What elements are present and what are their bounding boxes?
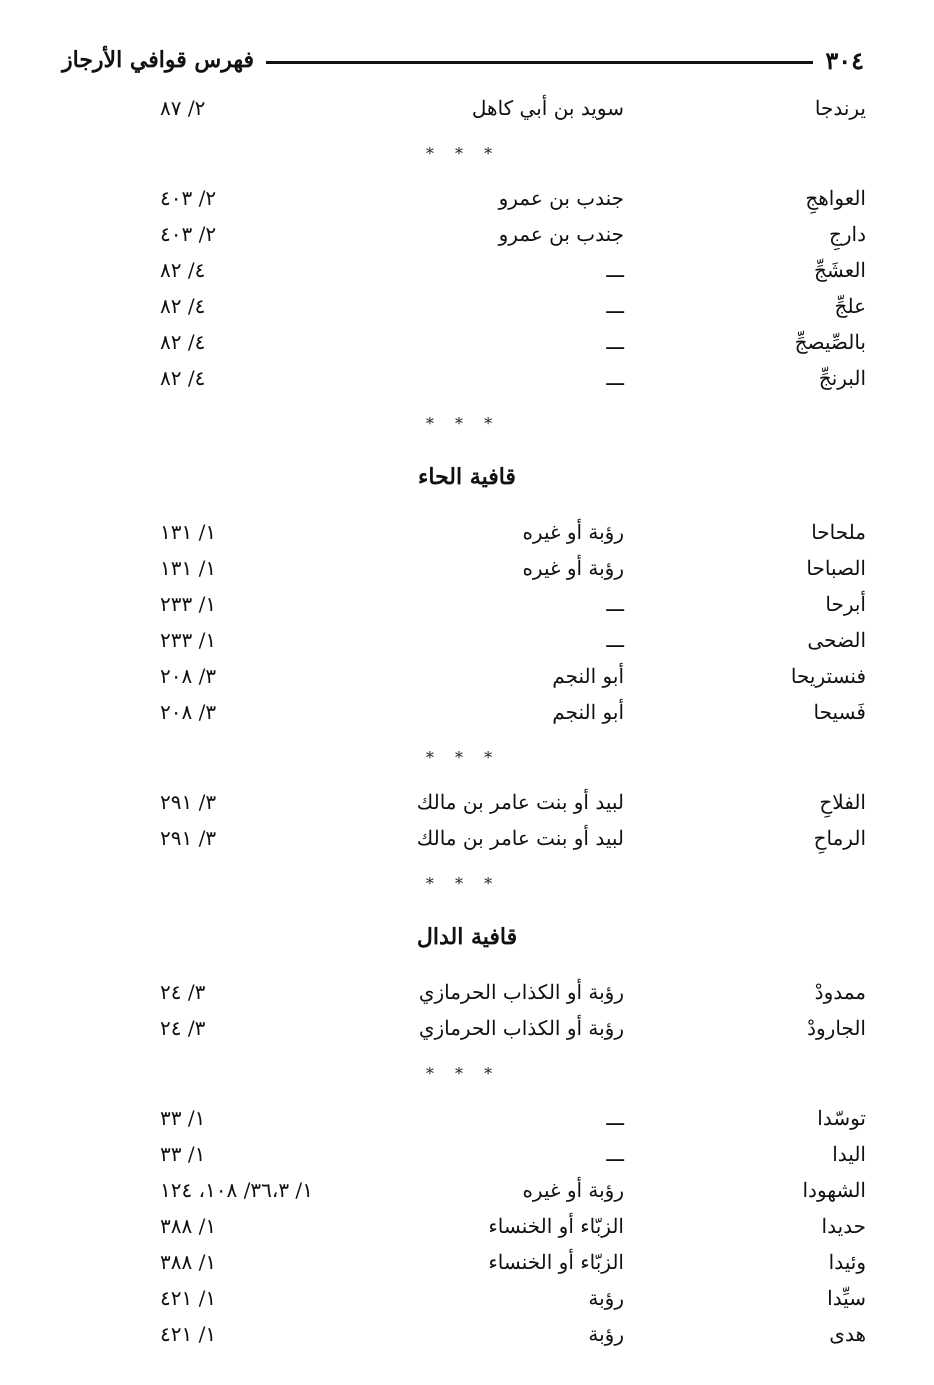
index-row: [0, 694, 934, 730]
separator-stars: * * *: [425, 143, 501, 163]
rhyme-word: فنستريحا: [790, 664, 866, 688]
rhyme-word: العشَجِّ: [813, 258, 866, 282]
rhyme-word: ملحاحا: [811, 520, 866, 544]
index-row: [0, 252, 934, 288]
volume-page-ref: ٤/ ٨٢: [160, 330, 206, 354]
volume-page-ref: ٣/ ٢٤: [160, 1016, 206, 1040]
volume-page-ref: ٤/ ٨٢: [160, 258, 206, 282]
index-row: [0, 1316, 934, 1352]
volume-page-ref: ٣/ ٢٤: [160, 980, 206, 1004]
poet-name: ـــ: [606, 330, 624, 354]
rhyme-word: حديدا: [821, 1214, 866, 1238]
volume-page-ref: ١/ ٢٣٣: [160, 628, 217, 652]
section-separator: [0, 730, 934, 784]
poet-name: أبو النجم: [552, 664, 624, 688]
volume-page-ref: ٤/ ٨٢: [160, 366, 206, 390]
section-separator: [0, 396, 934, 450]
separator-stars: * * *: [425, 873, 501, 893]
separator-stars: * * *: [425, 747, 501, 767]
poet-name: ـــ: [606, 1142, 624, 1166]
poet-name: رؤبة أو الكذاب الحرمازي: [418, 980, 624, 1004]
poet-name: رؤبة أو غيره: [522, 520, 624, 544]
section-heading-row: [0, 450, 934, 504]
volume-page-ref: ٣/ ٢٠٨: [160, 700, 217, 724]
rhyme-word: سيِّدا: [827, 1286, 866, 1310]
volume-page-ref: ٢/ ٨٧: [160, 96, 206, 120]
rhyme-word: اليدا: [832, 1142, 866, 1166]
index-row: [0, 324, 934, 360]
rhyme-word: الرماحِ: [813, 826, 866, 850]
poet-name: رؤبة أو غيره: [522, 556, 624, 580]
section-heading: قافية الحاء: [418, 464, 516, 490]
poet-name: لبيد أو بنت عامر بن مالك: [416, 826, 624, 850]
volume-page-ref: ١/ ١٣١: [160, 520, 217, 544]
poet-name: ـــ: [606, 366, 624, 390]
section-separator: [0, 1046, 934, 1100]
index-row: [0, 784, 934, 820]
rhyme-word: وئيدا: [828, 1250, 866, 1274]
index-row: [0, 658, 934, 694]
poet-name: ـــ: [606, 628, 624, 652]
poet-name: لبيد أو بنت عامر بن مالك: [416, 790, 624, 814]
rhyme-word: العواهجِ: [805, 186, 866, 210]
index-row: [0, 180, 934, 216]
poet-name: سويد بن أبي كاهل: [471, 96, 624, 120]
volume-page-ref: ٣/ ٢٩١: [160, 790, 217, 814]
volume-page-ref: ١/ ٣٦،٣/ ١٠٨، ١٢٤: [160, 1178, 313, 1202]
index-row: [0, 216, 934, 252]
poet-name: جندب بن عمرو: [498, 222, 624, 246]
volume-page-ref: ١/ ٤٢١: [160, 1322, 217, 1346]
volume-page-ref: ١/ ٤٢١: [160, 1286, 217, 1310]
volume-page-ref: ١/ ٣٣: [160, 1106, 206, 1130]
running-title: فهرس قوافي الأرجاز: [62, 47, 255, 73]
poet-name: ـــ: [606, 1106, 624, 1130]
rhyme-word: الجارودْ: [807, 1016, 866, 1040]
volume-page-ref: ١/ ٣٣: [160, 1142, 206, 1166]
volume-page-ref: ١/ ١٣١: [160, 556, 217, 580]
rhyme-word: أبرحا: [825, 592, 866, 616]
volume-page-ref: ٢/ ٤٠٣: [160, 186, 217, 210]
poet-name: أبو النجم: [552, 700, 624, 724]
rhyme-word: الفلاحِ: [819, 790, 866, 814]
index-row: [0, 1100, 934, 1136]
rhyme-word: بالصِّيصجِّ: [794, 330, 866, 354]
header-rule: [266, 61, 813, 64]
rhyme-word: دارجِ: [828, 222, 866, 246]
poet-name: رؤبة أو غيره: [522, 1178, 624, 1202]
index-row: [0, 1010, 934, 1046]
poet-name: ـــ: [606, 294, 624, 318]
poet-name: رؤبة أو الكذاب الحرمازي: [418, 1016, 624, 1040]
section-heading-row: [0, 910, 934, 964]
volume-page-ref: ٢/ ٤٠٣: [160, 222, 217, 246]
rhyme-word: علجِّ: [834, 294, 866, 318]
rhyme-word: الصباحا: [806, 556, 866, 580]
volume-page-ref: ٤/ ٨٢: [160, 294, 206, 318]
index-row: [0, 1280, 934, 1316]
poet-name: جندب بن عمرو: [498, 186, 624, 210]
poet-name: الزبّاء أو الخنساء: [488, 1214, 624, 1238]
poet-name: ـــ: [606, 592, 624, 616]
index-row: [0, 550, 934, 586]
rhyme-word: يرندجا: [814, 96, 866, 120]
index-body: [0, 90, 934, 1352]
volume-page-ref: ١/ ٢٣٣: [160, 592, 217, 616]
rhyme-word: هدى: [829, 1322, 866, 1346]
rhyme-word: البرنجِّ: [818, 366, 866, 390]
poet-name: الزبّاء أو الخنساء: [488, 1250, 624, 1274]
volume-page-ref: ٣/ ٢٠٨: [160, 664, 217, 688]
running-header: [62, 40, 864, 80]
poet-name: رؤبة: [588, 1286, 624, 1310]
rhyme-word: ممدودْ: [814, 980, 866, 1004]
index-row: [0, 288, 934, 324]
rhyme-word: توسّدا: [817, 1106, 866, 1130]
rhyme-word: الضحى: [807, 628, 866, 652]
volume-page-ref: ٣/ ٢٩١: [160, 826, 217, 850]
index-row: [0, 1208, 934, 1244]
rhyme-word: فَسيحا: [813, 700, 866, 724]
index-row: [0, 622, 934, 658]
volume-page-ref: ١/ ٣٨٨: [160, 1250, 217, 1274]
page-number: ٣٠٤: [825, 45, 864, 75]
poet-name: رؤبة: [588, 1322, 624, 1346]
index-row: [0, 974, 934, 1010]
index-row: [0, 586, 934, 622]
index-row: [0, 1172, 934, 1208]
section-heading: قافية الدال: [416, 924, 518, 950]
volume-page-ref: ١/ ٣٨٨: [160, 1214, 217, 1238]
rhyme-word: الشهودا: [802, 1178, 866, 1202]
index-row: [0, 1244, 934, 1280]
separator-stars: * * *: [425, 1063, 501, 1083]
index-row: [0, 1136, 934, 1172]
index-row: [0, 360, 934, 396]
poet-name: ـــ: [606, 258, 624, 282]
section-separator: [0, 856, 934, 910]
index-row: [0, 514, 934, 550]
section-separator: [0, 126, 934, 180]
index-row: [0, 820, 934, 856]
separator-stars: * * *: [425, 413, 501, 433]
index-row: [0, 90, 934, 126]
